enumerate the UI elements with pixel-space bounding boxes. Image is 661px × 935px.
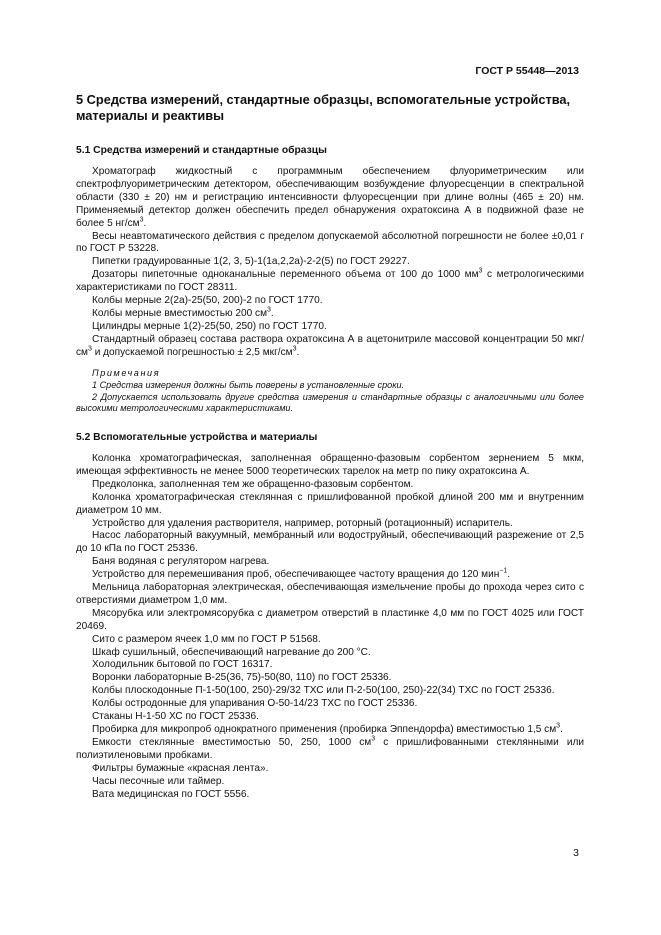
page-number: 3 bbox=[573, 847, 579, 859]
list-item: Часы песочные или таймер. bbox=[92, 775, 225, 787]
document-id-header: ГОСТ Р 55448—2013 bbox=[475, 65, 579, 77]
section-5-title: 5 Средства измерений, стандартные образцы, вспомогательные устройства, материалы и реактивы bbox=[76, 92, 571, 123]
list-item: Устройство для перемешивания проб, обеспечивающее частоту вращения до 120 мин$^{-1}$. bbox=[92, 567, 511, 581]
paragraph-chromatograph: Хроматограф жидкостный с программным обеспечением флуориметрическим или спектрофлуориметрическим детектором, обеспечивающим возбуждение флуоресценции в спектральной области (330 ± 20) нм и регистрацию интенсивности флуоресценции при длине волны (465 ± 20) нм. Применяемый детектор должен обеспечить предел обнаружения охратоксина А в подвижной фазе не более 5 $нг/см^3$. bbox=[76, 166, 584, 229]
paragraph-dispensers: Дозаторы пипеточные одноканальные переменного объема от 100 до 1000 $мм^3$ с метрологическими характеристиками по ГОСТ 28311. bbox=[76, 267, 584, 294]
paragraph-scales: Весы неавтоматического действия с пределом допускаемой абсолютной погрешности не более ±0,01 г по ГОСТ Р 53228. bbox=[76, 230, 584, 255]
note-1: 1 Средства измерения должны быть поверены в установленные сроки. bbox=[92, 380, 405, 391]
list-item: Холодильник бытовой по ГОСТ 16317. bbox=[92, 659, 273, 671]
list-item: Колбы плоскодонные П-1-50(100, 250)-29/32 ТХС или П-2-50(100, 250)-22(34) ТХС по ГОСТ 25336. bbox=[92, 685, 555, 697]
paragraph-flasks-2: Колбы мерные вместимостью 200 $см^3$. bbox=[92, 306, 274, 319]
list-item: Фильтры бумажные «красная лента». bbox=[92, 762, 269, 774]
paragraph-cylinders: Цилиндры мерные 1(2)-25(50, 250) по ГОСТ 1770. bbox=[92, 320, 327, 332]
section-5-2-title: 5.2 Вспомогательные устройства и материалы bbox=[76, 431, 318, 443]
list-item: Мельница лабораторная электрическая, обеспечивающая измельчение пробы до прохода через сито с отверстиями диаметром 1,0 мм. bbox=[76, 582, 584, 606]
list-item: Шкаф сушильный, обеспечивающий нагревание до 200 °C. bbox=[92, 646, 371, 658]
list-item: Баня водяная с регулятором нагрева. bbox=[92, 556, 270, 568]
list-item: Колбы остродонные для упаривания О-50-14/23 ТХС по ГОСТ 25336. bbox=[92, 698, 418, 710]
list-item: Стаканы Н-1-50 ХС по ГОСТ 25336. bbox=[92, 711, 259, 723]
list-item: Мясорубка или электромясорубка с диаметром отверстий в пластинке 4,0 мм по ГОСТ 4025 или ГОСТ 20469. bbox=[76, 607, 584, 632]
note-2: 2 Допускается использовать другие средства измерения и стандартные образцы с аналогичными или более высокими метрологическими характеристиками. bbox=[76, 391, 584, 414]
list-item: Колонка хроматографическая, заполненная обращенно-фазовым сорбентом зернением 5 мкм, имеющая эффективность не менее 5000 теоретических тарелок на метр по пику охратоксина А. bbox=[76, 452, 584, 477]
list-item: Насос лабораторный вакуумный, мембранный или водоструйный, обеспечивающий разрежение от 2,5 до 10 кПа по ГОСТ 25336. bbox=[76, 530, 584, 555]
list-item: Емкости стеклянные вместимостью 50, 250, 1000 $см^3$ с пришлифованными стеклянными или полиэтиленовыми пробками. bbox=[76, 735, 584, 761]
section-5-1-title: 5.1 Средства измерений и стандартные образцы bbox=[76, 145, 327, 156]
list-item: Пробирка для микропроб однократного применения (пробирка Эппендорфа) вместимостью 1,5 $см^3$. bbox=[92, 722, 563, 735]
list-item: Воронки лабораторные В-25(36, 75)-50(80, 110) по ГОСТ 25336. bbox=[92, 672, 392, 684]
list-item: Устройство для удаления растворителя, например, роторный (ротационный) испаритель. bbox=[92, 517, 513, 529]
notes-block bbox=[76, 368, 584, 415]
paragraph-flasks-1: Колбы мерные 2(2а)-25(50, 200)-2 по ГОСТ 1770. bbox=[92, 295, 323, 307]
list-item: Предколонка, заполненная тем же обращенно-фазовым сорбентом. bbox=[92, 478, 414, 490]
list-item: Вата медицинская по ГОСТ 5556. bbox=[92, 788, 250, 800]
notes-title: Примечания bbox=[92, 367, 161, 378]
list-item: Сито с размером ячеек 1,0 мм по ГОСТ Р 51568. bbox=[92, 633, 321, 645]
paragraph-pipettes: Пипетки градуированные 1(2, 3, 5)-1(1а,2,2а)-2-2(5) по ГОСТ 29227. bbox=[92, 256, 410, 268]
list-item: Колонка хроматографическая стеклянная с пришлифованной пробкой длиной 200 мм и внутренним диаметром 10 мм. bbox=[76, 491, 584, 516]
paragraph-standard-sample: Стандартный образец состава раствора охратоксина А в ацетонитриле массовой концентрации 50 мкг/$см^3$ и допускаемой погрешностью ± 2,5 мкг/$см^3$. bbox=[76, 333, 584, 358]
document-body bbox=[76, 92, 584, 801]
